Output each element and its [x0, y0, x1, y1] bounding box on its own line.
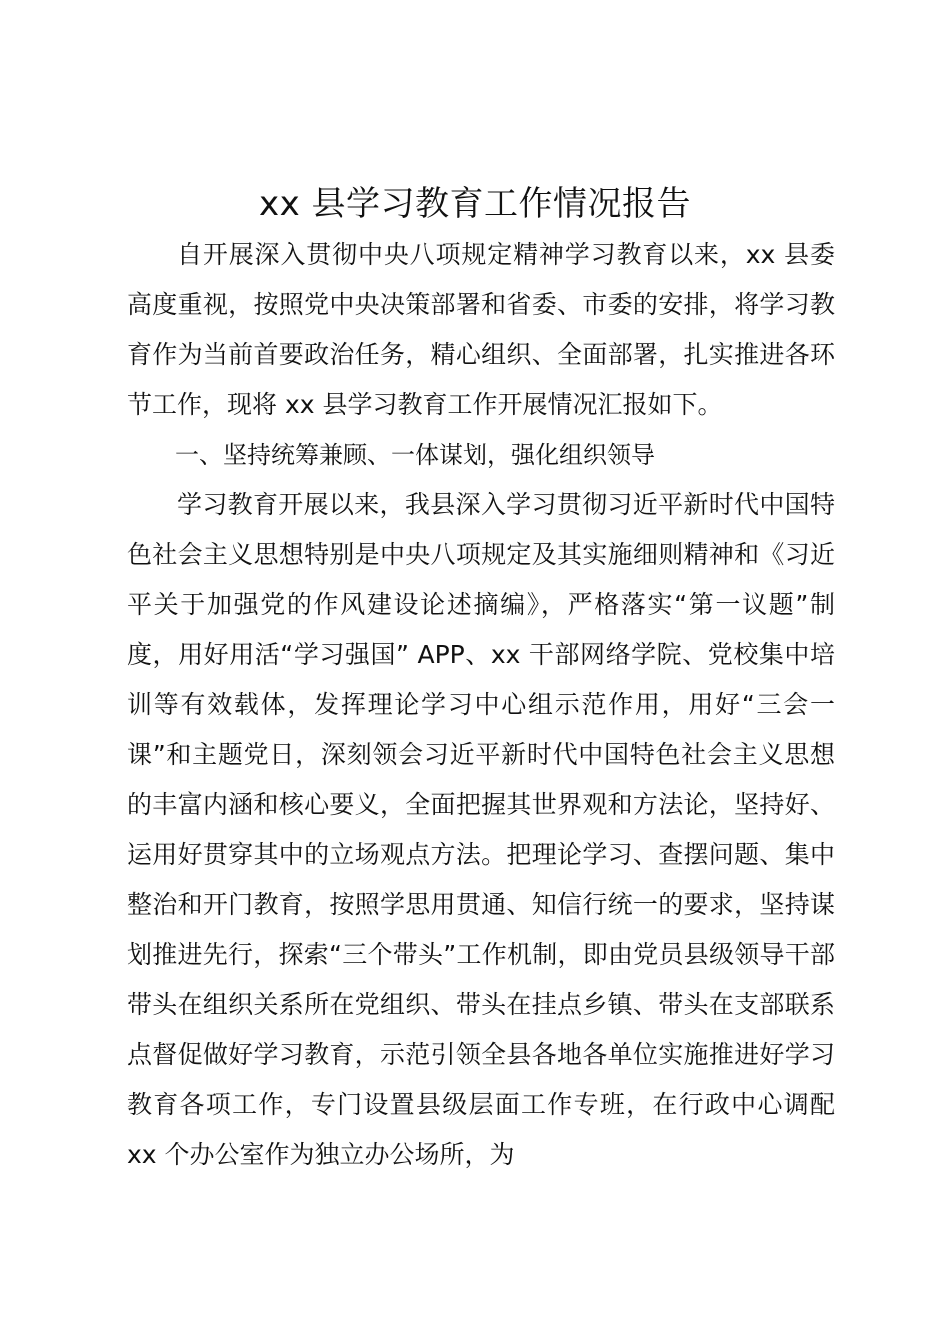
- section-heading-1: 一、坚持统筹兼顾、一体谋划，强化组织领导: [175, 441, 655, 469]
- document-body: [127, 230, 835, 1180]
- document-title: xx 县学习教育工作情况报告: [258, 184, 692, 224]
- intro-paragraph: 自开展深入贯彻中央八项规定精神学习教育以来，xx 县委高度重视，按照党中央决策部署和省委、市委的安排，将学习教育作为当前首要政治任务，精心组织、全面部署，扎实推进各环节工作，现将 xx 县学习教育工作开展情况汇报如下。: [127, 240, 835, 419]
- section-1-paragraph: 学习教育开展以来，我县深入学习贯彻习近平新时代中国特色社会主义思想特别是中央八项规定及其实施细则精神和《习近平关于加强党的作风建设论述摘编》，严格落实“第一议题”制度，用好用活“学习强国” APP、xx 干部网络学院、党校集中培训等有效载体，发挥理论学习中心组示范作用，用好“三会一课”和主题党日，深刻领会习近平新时代中国特色社会主义思想的丰富内涵和核心要义，全面把握其世界观和方法论，坚持好、运用好贯穿其中的立场观点方法。把理论学习、查摆问题、集中整治和开门教育，按照学思用贯通、知信行统一的要求，坚持谋划推进先行，探索“三个带头”工作机制，即由党员县级领导干部带头在组织关系所在党组织、带头在挂点乡镇、带头在支部联系点督促做好学习教育，示范引领全县各地各单位实施推进好学习教育各项工作，专门设置县级层面工作专班，在行政中心调配 xx 个办公室作为独立办公场所，为: [127, 490, 835, 1169]
